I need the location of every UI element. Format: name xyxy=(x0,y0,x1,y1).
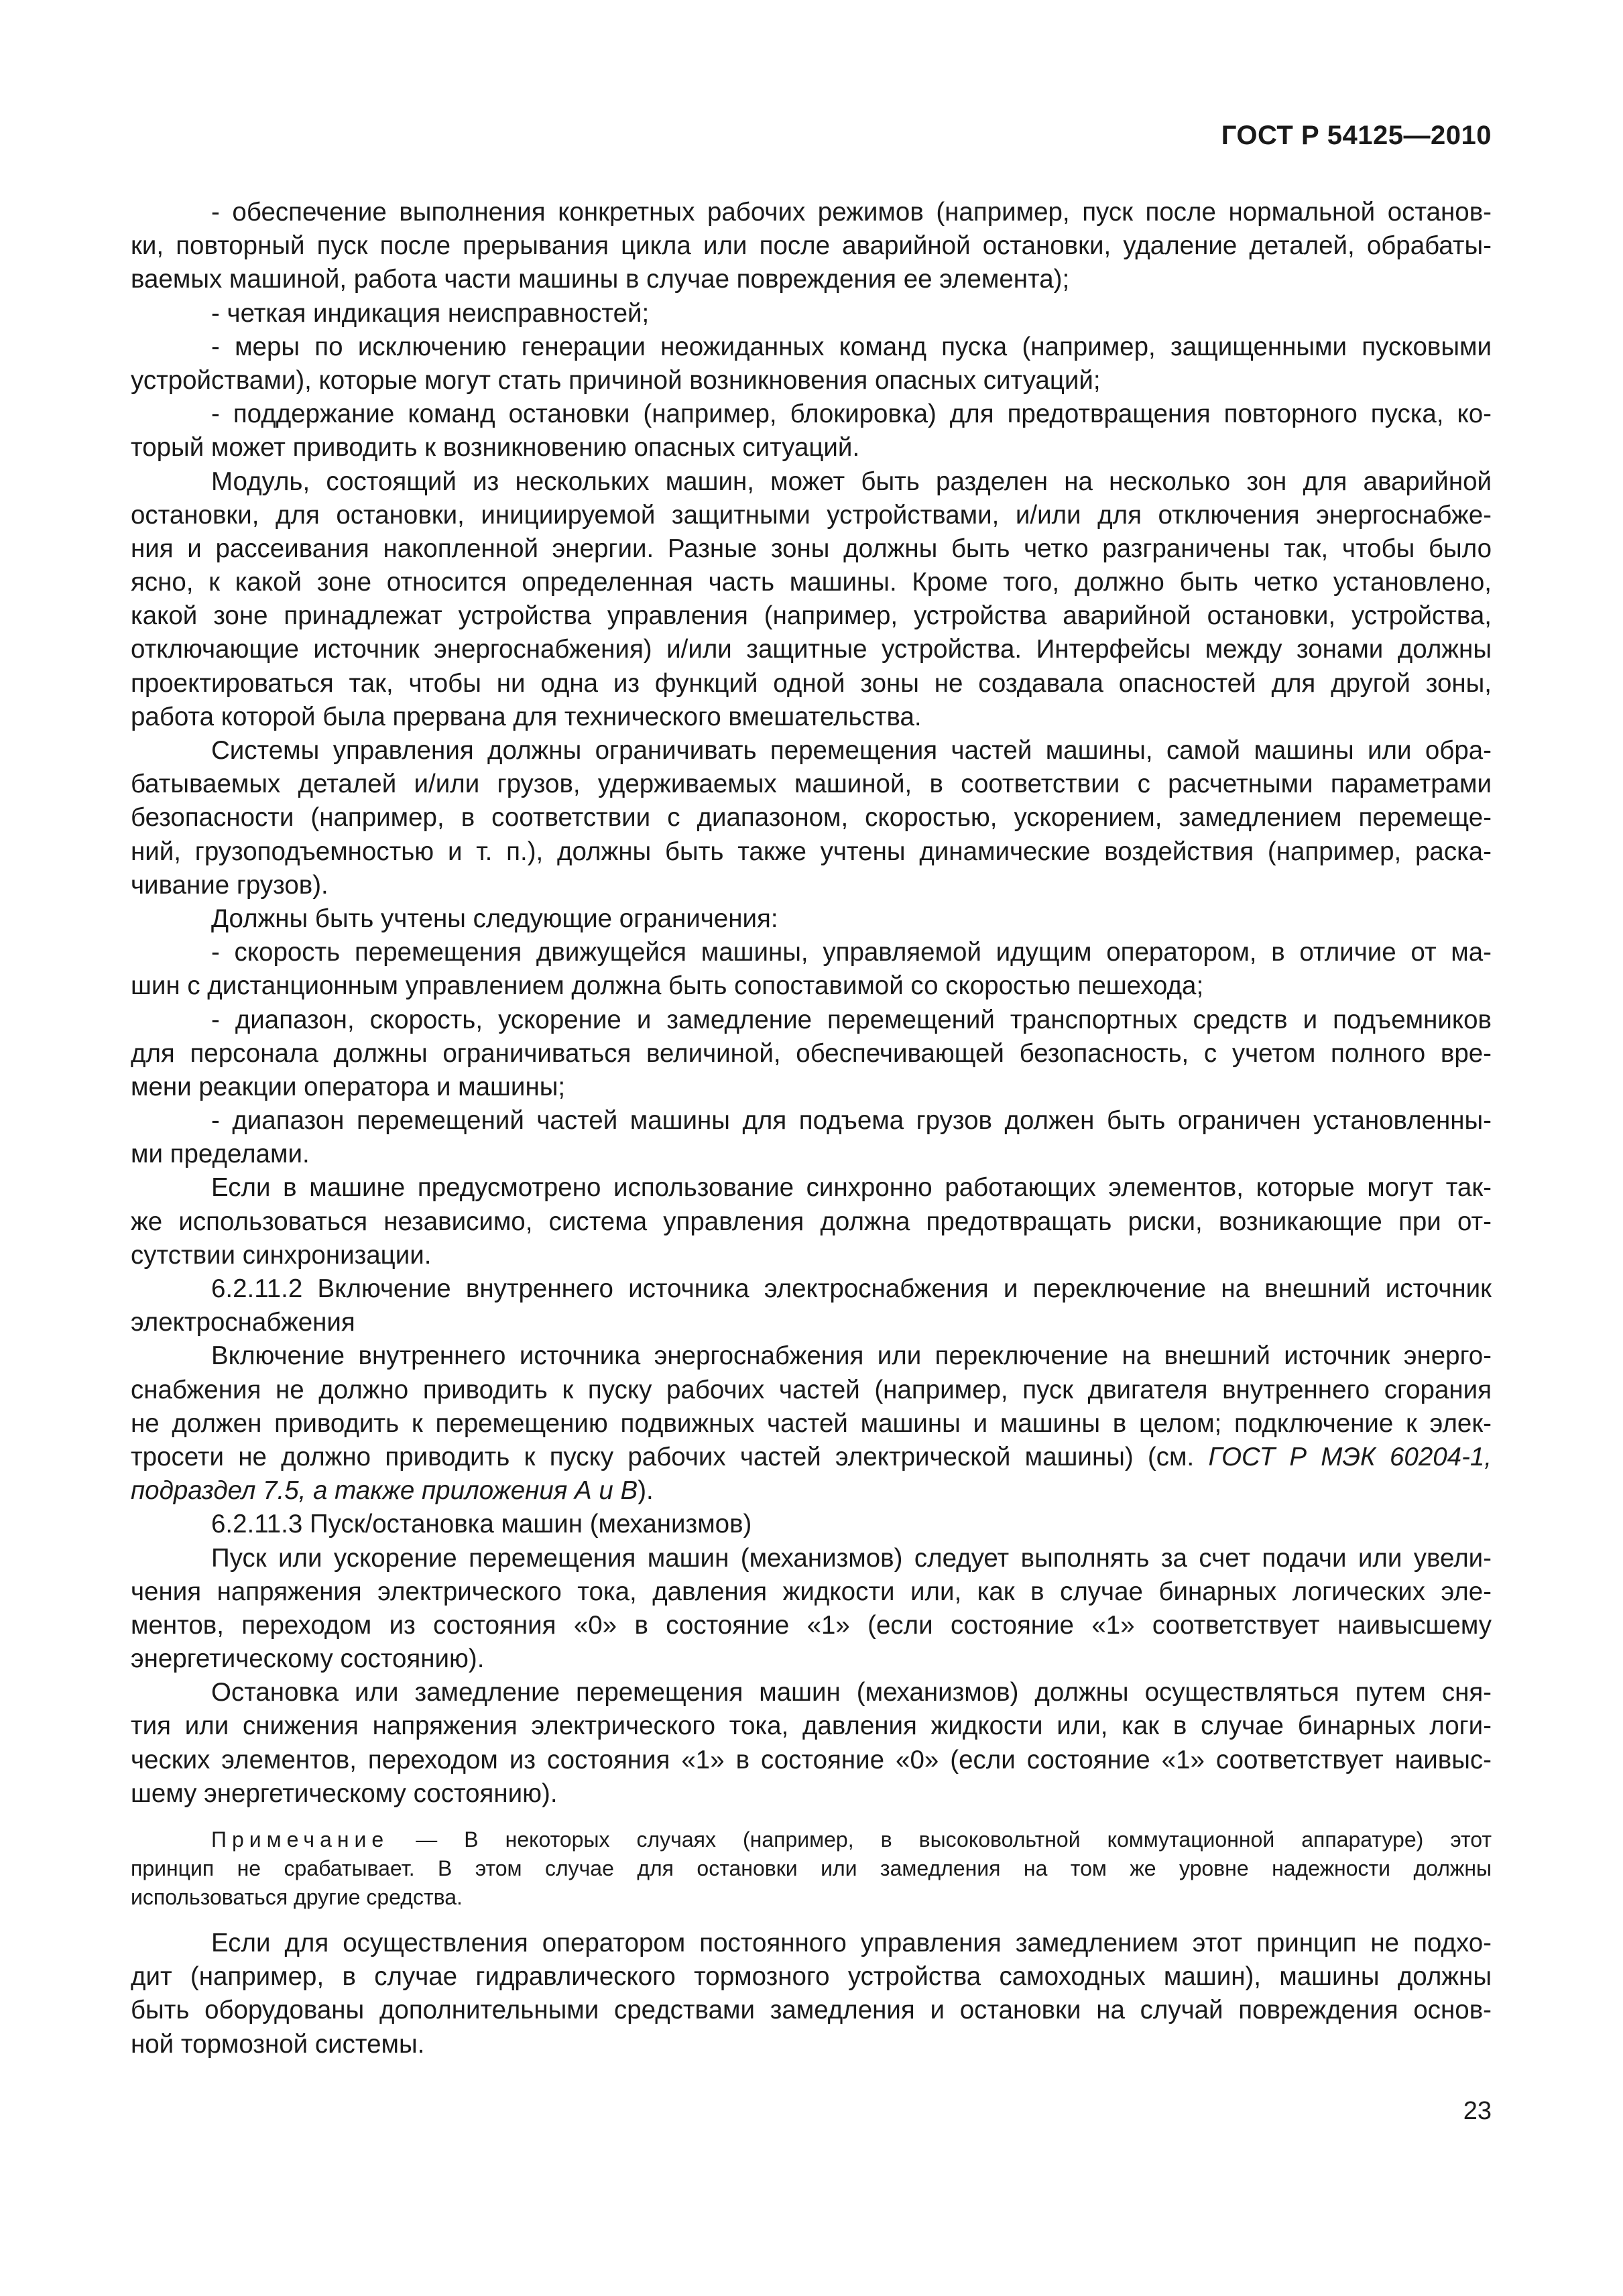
text-line: Остановка или замедление перемещения машин (механизмов) должны осуществляться путем сня- xyxy=(211,1678,1492,1707)
text-line: торый может приводить к возникновению опасных ситуаций. xyxy=(131,433,860,463)
text-line: работа которой была прервана для технического вмешательства. xyxy=(131,702,922,731)
text-line: Должны быть учтены следующие ограничения: xyxy=(211,904,778,933)
text-line: какой зоне принадлежат устройства управления (например, устройства аварийной остановки, устройства, xyxy=(131,601,1492,631)
text-line: снабжения не должно приводить к пуску рабочих частей (например, пуск двигателя внутреннего сгорания xyxy=(131,1375,1492,1404)
text-line: Модуль, состоящий из нескольких машин, может быть разделен на несколько зон для аварийной xyxy=(211,467,1492,496)
text-line: ческих элементов, переходом из состояния «1» в состояние «0» (если состояние «1» соответствует наивыс- xyxy=(131,1745,1492,1774)
text-line: Системы управления должны ограничивать перемещения частей машины, самой машины или обра- xyxy=(211,736,1492,765)
text-line: - поддержание команд остановки (например, блокировка) для предотвращения повторного пуска, ко- xyxy=(211,400,1492,429)
text-line: остановки, для остановки, инициируемой защитными устройствами, и/или для отключения энергоснабже- xyxy=(131,500,1492,530)
text-line: - меры по исключению генерации неожиданных команд пуска (например, защищенными пусковыми xyxy=(211,332,1492,361)
text-line: тросети не должно приводить к пуску рабочих частей электрической машины) (см. ГОСТ Р МЭК 60204-1, xyxy=(131,1442,1492,1471)
text-line: электроснабжения xyxy=(131,1308,355,1337)
standard-reference: ГОСТ Р МЭК 60204-1, xyxy=(1208,1442,1492,1471)
text-line: ки, повторный пуск после прерывания цикла или после аварийной остановки, удаление деталей, обрабаты- xyxy=(131,231,1492,261)
text-line: Если для осуществления оператором постоянного управления замедлением этот принцип не подхо- xyxy=(211,1929,1492,1957)
text-line: ний, грузоподъемностью и т. п.), должны быть также учтены динамические воздействия (например, раска- xyxy=(131,837,1492,866)
text-line: отключающие источник энергоснабжения) и/или защитные устройства. Интерфейсы между зонами должны xyxy=(131,635,1492,664)
text-line: быть оборудованы дополнительными средствами замедления и остановки на случай повреждения основ- xyxy=(131,1996,1492,2025)
text-line: батываемых деталей и/или грузов, удерживаемых машиной, в соответствии с расчетными параметрами xyxy=(131,770,1492,799)
text-line: - скорость перемещения движущейся машины, управляемой идущим оператором, в отличие от ма- xyxy=(211,938,1492,967)
text-line: подраздел 7.5, а также приложения А и В). xyxy=(131,1476,654,1506)
text-line: мени реакции оператора и машины; xyxy=(131,1072,566,1101)
document-header: ГОСТ Р 54125—2010 xyxy=(1221,121,1492,150)
closing-paragraph xyxy=(131,1927,1492,2061)
text-line: ния и рассеивания накопленной энергии. Разные зоны должны быть четко разграничены так, чтобы было xyxy=(131,534,1492,563)
text-line: шему энергетическому состоянию). xyxy=(131,1778,558,1808)
text-line: - диапазон, скорость, ускорение и замедление перемещений транспортных средств и подъемников xyxy=(211,1005,1492,1034)
text-line: - обеспечение выполнения конкретных рабочих режимов (например, пуск после нормальной останов- xyxy=(211,198,1492,227)
text-line: чивание грузов). xyxy=(131,870,328,900)
text-line: ясно, к какой зоне относится определенная часть машины. Кроме того, должно быть четко установлено, xyxy=(131,568,1492,597)
text-line: не должен приводить к перемещению подвижных частей машины и машины в целом; подключение к элек- xyxy=(131,1408,1492,1438)
text-line: Включение внутреннего источника энергоснабжения или переключение на внешний источник энерго- xyxy=(211,1341,1492,1371)
text-line: принцип не срабатывает. В этом случае для остановки или замедления на том же уровне надежности должны xyxy=(131,1856,1492,1880)
text-line: Пуск или ускорение перемещения машин (механизмов) следует выполнять за счет подачи или увели- xyxy=(211,1543,1492,1573)
text-line: дит (например, в случае гидравлического тормозного устройства самоходных машин), машины должны xyxy=(131,1962,1492,1992)
note-block xyxy=(131,1825,1492,1912)
text-line: - диапазон перемещений частей машины для подъема грузов должен быть ограничен установленны- xyxy=(211,1106,1492,1136)
text-line: Примечание — В некоторых случаях (например, в высоковольтной коммутационной аппаратуре) этот xyxy=(211,1827,1492,1852)
text-line: для персонала должны ограничиваться величиной, обеспечивающей безопасность, с учетом полного вре- xyxy=(131,1038,1492,1068)
text-line: 6.2.11.3 Пуск/остановка машин (механизмов) xyxy=(211,1510,752,1539)
page-body xyxy=(131,196,1492,2061)
text-line: ной тормозной системы. xyxy=(131,2029,425,2059)
text-line: же использоваться независимо, система управления должна предотвращать риски, возникающие при от- xyxy=(131,1207,1492,1236)
text-line: ментов, переходом из состояния «0» в состояние «1» (если состояние «1» соответствует наивысшему xyxy=(131,1610,1492,1640)
text-line: тия или снижения напряжения электрического тока, давления жидкости или, как в случае бинарных логи- xyxy=(131,1711,1492,1741)
text-line: использоваться другие средства. xyxy=(131,1885,463,1909)
text-line: энергетическому состоянию). xyxy=(131,1644,485,1674)
text-line: 6.2.11.2 Включение внутреннего источника электроснабжения и переключение на внешний источник xyxy=(211,1274,1492,1303)
text-line: безопасности (например, в соответствии с диапазоном, скоростью, ускорением, замедлением перемеще- xyxy=(131,803,1492,833)
text-line: ми пределами. xyxy=(131,1140,310,1169)
text-line: сутствии синхронизации. xyxy=(131,1240,432,1270)
text-line: проектироваться так, чтобы ни одна из функций одной зоны не создавала опасностей для другой зоны, xyxy=(131,668,1492,698)
page-number: 23 xyxy=(1463,2097,1492,2125)
text-line: чения напряжения электрического тока, давления жидкости или, как в случае бинарных логических эле- xyxy=(131,1577,1492,1606)
text-line: шин с дистанционным управлением должна быть сопоставимой со скоростью пешехода; xyxy=(131,971,1204,1001)
text-line: Если в машине предусмотрено использование синхронно работающих элементов, которые могут так- xyxy=(211,1173,1492,1203)
text-line: - четкая индикация неисправностей; xyxy=(211,298,650,328)
text-line: ваемых машиной, работа части машины в случае повреждения ее элемента); xyxy=(131,265,1070,294)
standard-reference: подраздел 7.5, а также приложения А и В xyxy=(131,1476,638,1506)
note-label: Примечание xyxy=(211,1827,389,1852)
text-line: устройствами), которые могут стать причиной возникновения опасных ситуаций; xyxy=(131,365,1101,395)
main-text xyxy=(131,196,1492,1811)
